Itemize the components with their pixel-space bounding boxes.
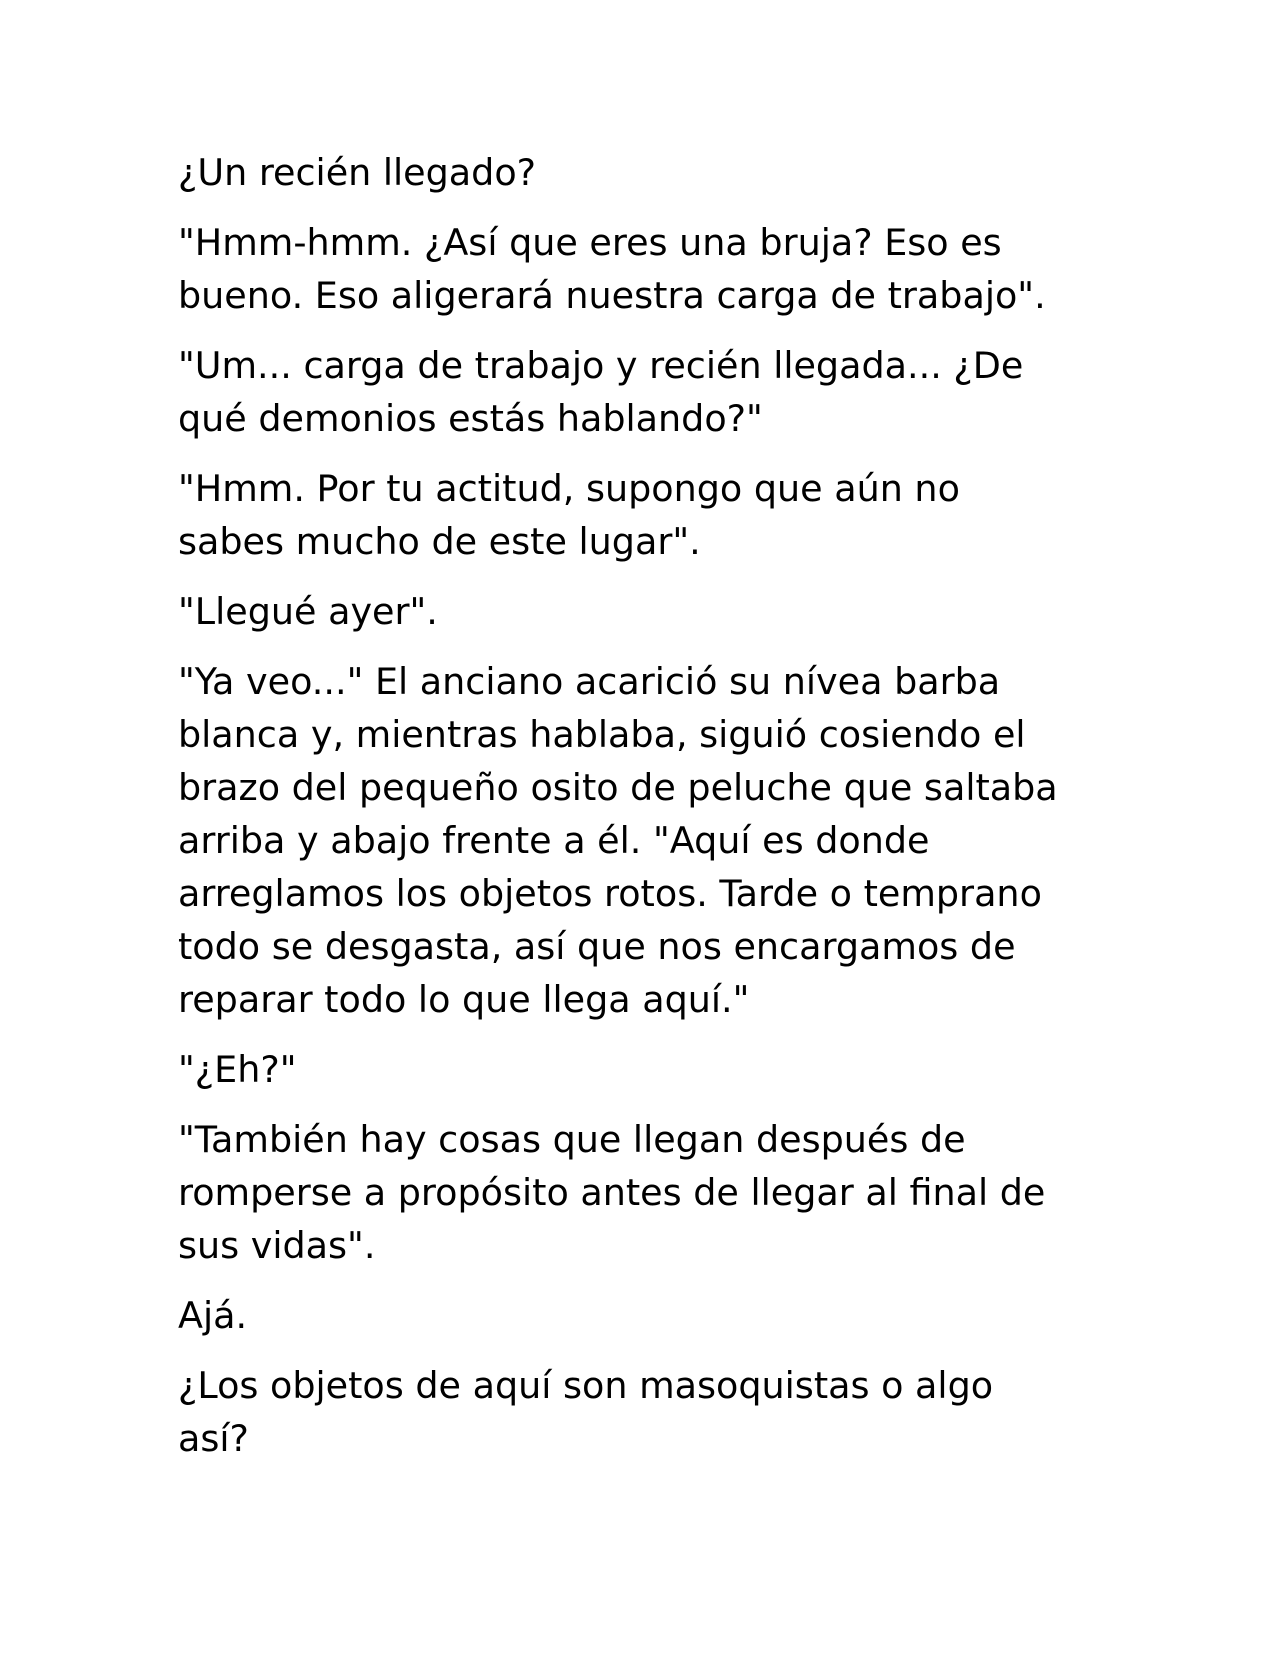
document-body xyxy=(178,146,1088,1482)
paragraph-5: "Llegué ayer". xyxy=(178,590,438,633)
paragraph-10: ¿Los objetos de aquí son masoquistas o algo así? xyxy=(178,1364,994,1460)
paragraph-4: "Hmm. Por tu actitud, supongo que aún no sabes mucho de este lugar". xyxy=(178,467,960,563)
paragraph-8: "También hay cosas que llegan después de romperse a propósito antes de llegar al final de sus vidas". xyxy=(178,1118,1046,1267)
paragraph-2: "Hmm-hmm. ¿Así que eres una bruja? Eso es bueno. Eso aligerará nuestra carga de trabajo". xyxy=(178,221,1046,317)
paragraph-6: "Ya veo..." El anciano acarició su nívea barba blanca y, mientras hablaba, siguió cosiendo el brazo del pequeño osito de peluche que saltaba arriba y abajo frente a él. "Aquí es donde arreglamos los objetos rotos. Tarde o temprano todo se desgasta, así que nos encargamos de reparar todo lo que llega aquí." xyxy=(178,660,1058,1021)
paragraph-1: ¿Un recién llegado? xyxy=(178,151,537,194)
paragraph-3: "Um... carga de trabajo y recién llegada... ¿De qué demonios estás hablando?" xyxy=(178,344,1024,440)
paragraph-7: "¿Eh?" xyxy=(178,1048,297,1091)
paragraph-9: Ajá. xyxy=(178,1294,248,1337)
